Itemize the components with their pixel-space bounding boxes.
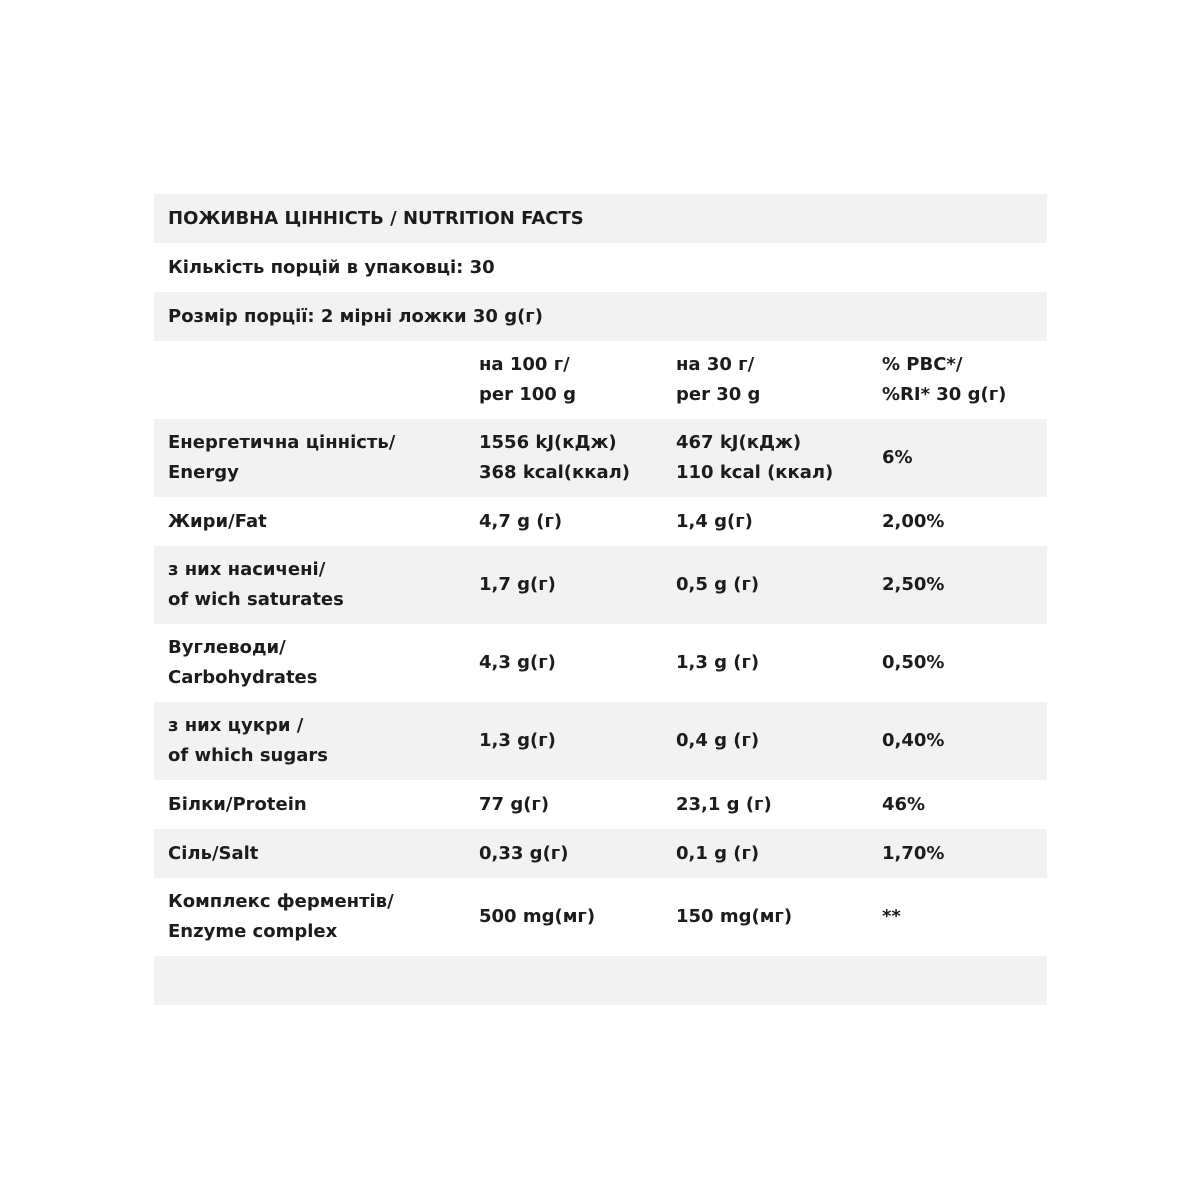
value-per-100 <box>466 648 665 678</box>
value-per-100-line: 1,7 g(г) <box>479 574 556 595</box>
nutrient-name <box>154 790 466 820</box>
nutrient-name-line: Energy <box>168 462 239 483</box>
table-row <box>154 878 1047 956</box>
value-ri-line: 0,40% <box>882 730 945 751</box>
column-header-line: на 30 г/ <box>676 354 755 375</box>
table-footer-row <box>154 956 1047 1005</box>
value-per-100 <box>466 570 665 600</box>
serving-size: Розмір порції: 2 мірні ложки 30 g(г) <box>168 305 543 327</box>
servings-per-pack-row <box>154 243 1047 292</box>
value-per-30 <box>665 790 870 820</box>
value-per-30-line: 0,5 g (г) <box>676 574 760 595</box>
nutrient-name <box>154 633 466 693</box>
value-ri <box>870 443 1047 473</box>
nutrient-name-line: of wich saturates <box>168 589 344 610</box>
value-per-30 <box>665 726 870 756</box>
value-ri <box>870 507 1047 537</box>
nutrition-facts-table <box>154 194 1047 1005</box>
value-per-30-line: 0,4 g (г) <box>676 730 760 751</box>
nutrient-name-line: з них цукри / <box>168 715 304 736</box>
value-per-30-line: 23,1 g (г) <box>676 793 772 815</box>
value-ri-line: ** <box>882 906 901 927</box>
value-per-30 <box>665 570 870 600</box>
nutrient-rows <box>154 419 1047 1005</box>
value-per-100 <box>466 428 665 488</box>
value-per-100-line: 77 g(г) <box>479 793 550 815</box>
table-row <box>154 497 1047 546</box>
value-per-100-line: 4,3 g(г) <box>479 652 556 673</box>
table-row <box>154 829 1047 878</box>
value-per-30 <box>665 902 870 932</box>
value-per-30 <box>665 507 870 537</box>
column-header-line: per 30 g <box>676 384 761 405</box>
value-per-100-line: 500 mg(мг) <box>479 906 596 927</box>
value-ri <box>870 726 1047 756</box>
value-ri-line: 2,00% <box>882 510 945 532</box>
column-header-per-100 <box>466 350 665 410</box>
value-per-100 <box>466 726 665 756</box>
nutrient-name-line: Сіль/Salt <box>168 842 259 864</box>
value-per-30 <box>665 428 870 488</box>
table-title: ПОЖИВНА ЦІННІСТЬ / NUTRITION FACTS <box>168 207 584 229</box>
table-row <box>154 419 1047 497</box>
value-per-100-line: 368 kcal(ккал) <box>479 462 631 483</box>
column-header-line: %RI* 30 g(г) <box>882 384 1007 405</box>
value-per-30-line: 150 mg(мг) <box>676 906 793 927</box>
value-ri-line: 2,50% <box>882 574 945 595</box>
serving-size-row <box>154 292 1047 341</box>
column-header-line: per 100 g <box>479 384 576 405</box>
nutrient-name-line: Білки/Protein <box>168 793 307 815</box>
nutrient-name <box>154 839 466 869</box>
nutrient-name <box>154 428 466 488</box>
value-per-100-line: 1,3 g(г) <box>479 730 556 751</box>
value-per-100-line: 0,33 g(г) <box>479 842 569 864</box>
table-row <box>154 624 1047 702</box>
nutrient-name-line: of which sugars <box>168 745 328 766</box>
value-ri-line: 1,70% <box>882 842 945 864</box>
value-ri <box>870 790 1047 820</box>
value-ri-line: 6% <box>882 447 913 468</box>
value-ri <box>870 839 1047 869</box>
nutrient-name-line: Енергетична цінність/ <box>168 432 396 453</box>
value-ri <box>870 648 1047 678</box>
nutrient-name-line: Carbohydrates <box>168 667 318 688</box>
value-per-30 <box>665 648 870 678</box>
value-per-100-line: 4,7 g (г) <box>479 510 563 532</box>
servings-per-pack: Кількість порцій в упаковці: 30 <box>168 256 495 278</box>
column-header-line: на 100 г/ <box>479 354 570 375</box>
table-row <box>154 702 1047 780</box>
column-header-per-30 <box>665 350 870 410</box>
value-per-100 <box>466 790 665 820</box>
value-per-30-line: 0,1 g (г) <box>676 842 760 864</box>
nutrient-name-line: Жири/Fat <box>168 510 267 532</box>
nutrient-name-line: Комплекс ферментів/ <box>168 891 394 912</box>
value-ri <box>870 902 1047 932</box>
table-title-row <box>154 194 1047 243</box>
value-per-30-line: 1,4 g(г) <box>676 510 753 532</box>
value-per-30-line: 110 kcal (ккал) <box>676 462 834 483</box>
value-per-30-line: 1,3 g (г) <box>676 652 760 673</box>
column-header-ri <box>870 350 1047 410</box>
nutrient-name-line: Enzyme complex <box>168 921 338 942</box>
column-header-line: % РВС*/ <box>882 354 963 375</box>
value-ri-line: 46% <box>882 793 926 815</box>
nutrient-name-line: Вуглеводи/ <box>168 637 286 658</box>
table-row <box>154 546 1047 624</box>
nutrient-name-line: з них насичені/ <box>168 559 326 580</box>
value-ri <box>870 570 1047 600</box>
column-header-row <box>154 341 1047 419</box>
value-per-100 <box>466 507 665 537</box>
nutrient-name <box>154 555 466 615</box>
nutrient-name <box>154 507 466 537</box>
value-per-30-line: 467 kJ(кДж) <box>676 432 802 453</box>
nutrient-name <box>154 711 466 771</box>
value-per-100-line: 1556 kJ(кДж) <box>479 432 617 453</box>
value-per-30 <box>665 839 870 869</box>
value-per-100 <box>466 839 665 869</box>
table-row <box>154 780 1047 829</box>
value-ri-line: 0,50% <box>882 652 945 673</box>
value-per-100 <box>466 902 665 932</box>
nutrient-name <box>154 887 466 947</box>
